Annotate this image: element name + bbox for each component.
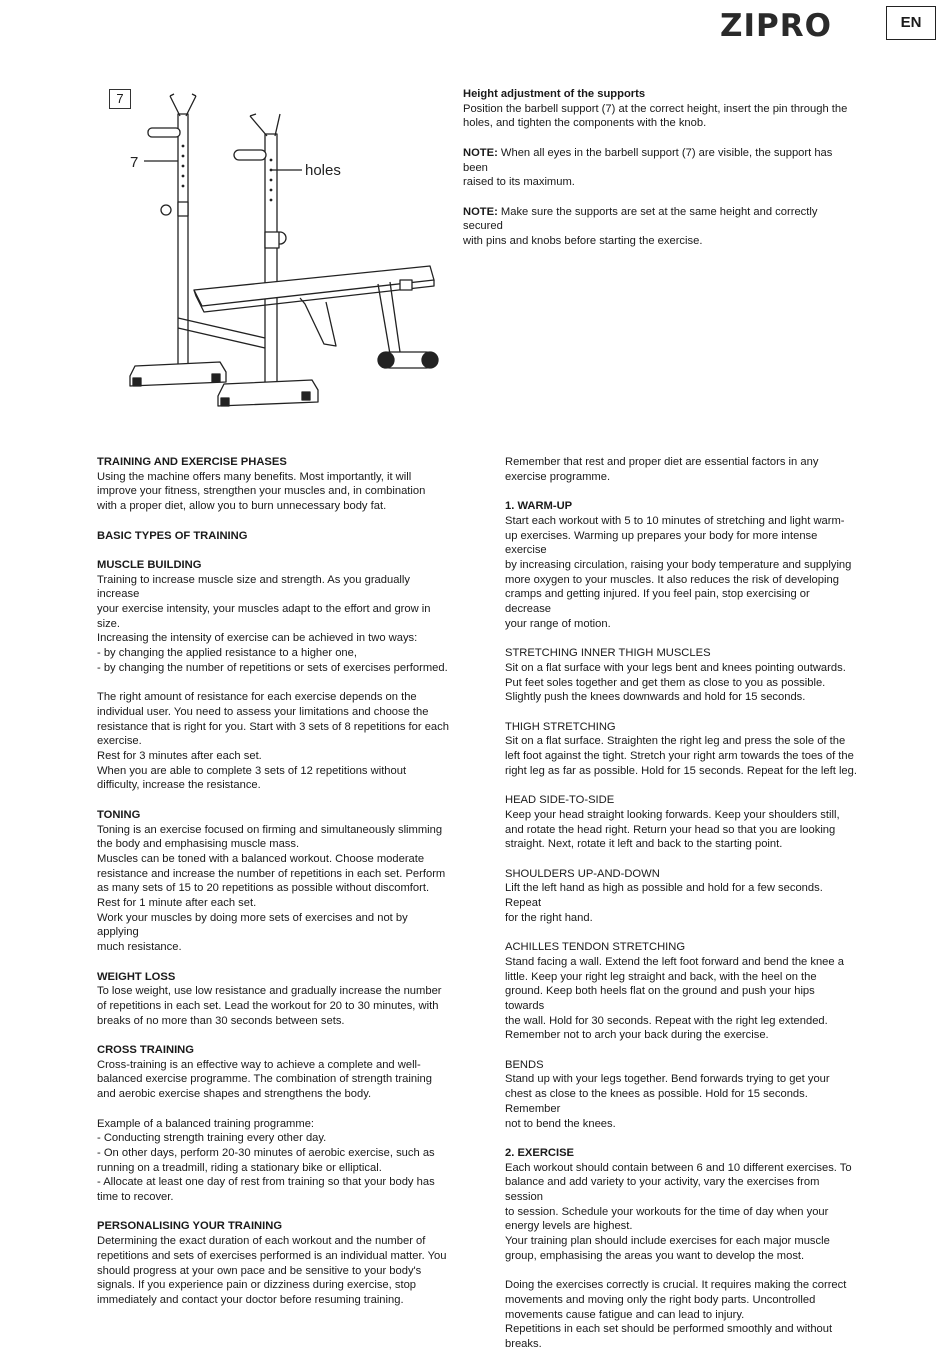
paragraph: Stand facing a wall. Extend the left foot forward and bend the knee a little. Keep your right leg straight and back, with the heel on the ground. Keep both heels flat on the ground and push your hips towards the wall. Hold for 30 seconds. Repeat with the right leg extended. Remember not to arch your back during the exercise. (505, 955, 844, 1042)
section-title: TRAINING AND EXERCISE PHASES (97, 456, 287, 468)
subsection-title: THIGH STRETCHING (505, 720, 616, 733)
note-text: Make sure the supports are set at the same height and correctly secured with pins and knobs before starting the exercise. (463, 205, 818, 247)
section-title: MUSCLE BUILDING (97, 558, 202, 571)
paragraph: The right amount of resistance for each exercise depends on the individual user. You need to assess your limitations and choose the resistance that is right for you. Start with 3 sets of 8 repetitions for each exercise. Rest for 3 minutes after each set. When you are able to complete 3 sets of 12 repetitions without difficulty, increase the resistance. (97, 691, 449, 792)
paragraph: Sit on a flat surface. Straighten the right leg and press the sole of the left foot against the tight. Stretch your right arm towards the toes of the right leg as far as possible. Hold for 15 seconds. Repeat for the left leg. (505, 735, 857, 777)
paragraph: Using the machine offers many benefits. Most importantly, it will improve your fitness, strengthen your muscles and, in combination with a proper diet, allow you to burn unnecessary body fat. (97, 470, 426, 513)
paragraph: Determining the exact duration of each workout and the number of repetitions and sets of exercises performed is an individual matter. You should progress at your own pace and be sensitive to your body's signals. If you experience pain or dizziness during exercise, stop immediately and contact your doctor before resuming training. (97, 1235, 447, 1306)
paragraph: Each workout should contain between 6 and 10 different exercises. To balance and add variety to your activity, vary the exercises from session to session. Schedule your workouts for the time of day when your energy levels are highest. Your training plan should include exercises for each major muscle group, emphasising the areas you want to develop the most. (505, 1161, 852, 1262)
right-column (505, 455, 857, 1352)
section-title: 1. WARM-UP (505, 500, 573, 513)
subsection-title: BENDS (505, 1058, 544, 1071)
note-label: NOTE: (463, 205, 498, 218)
section-title: WEIGHT LOSS (97, 970, 176, 983)
section-title: CROSS TRAINING (97, 1044, 194, 1057)
section-title: TONING (97, 808, 141, 821)
subsection-title: SHOULDERS UP-AND-DOWN (505, 867, 660, 880)
callout-holes-label: holes (305, 162, 341, 179)
subsection-title: HEAD SIDE-TO-SIDE (505, 794, 615, 807)
note-label: NOTE: (463, 146, 498, 159)
paragraph: Position the barbell support (7) at the correct height, insert the pin through the holes, and tighten the components with the knob. (463, 102, 848, 130)
paragraph: Stand up with your legs together. Bend forwards trying to get your chest as close to the knees as possible. Hold for 15 seconds. Remember not to bend the knees. (505, 1073, 830, 1130)
bench-illustration (100, 84, 450, 424)
paragraph: Start each workout with 5 to 10 minutes of stretching and light warm- up exercises. Warming up prepares your body for more intense exercise by increasing circulation, raising your body temperature and supplying more oxygen to your muscles. It also reduces the risk of developing cramps and getting injured. If you feel pain, stop exercising or decrease your range of motion. (505, 514, 852, 630)
section-title: Height adjustment of the supports (463, 88, 646, 100)
paragraph: Toning is an exercise focused on firming and simultaneously slimming the body and emphasising muscle mass. Muscles can be toned with a balanced workout. Choose moderate resistance and increase the number of repetitions in each set. Perform as many sets of 15 to 20 repetitions as possible without discomfort. Rest for 1 minute after each set. Work your muscles by doing more sets of exercises and not by applying much resistance. (97, 823, 446, 954)
section-title: BASIC TYPES OF TRAINING (97, 529, 248, 542)
paragraph: Sit on a flat surface with your legs bent and knees pointing outwards. Put feet soles together and get them as close to you as possible. Slightly push the knees downwards and hold for 15 seconds. (505, 661, 846, 704)
section-title: PERSONALISING YOUR TRAINING (97, 1220, 283, 1233)
left-column (97, 455, 451, 1308)
paragraph: Lift the left hand as high as possible and hold for a few seconds. Repeat for the right hand. (505, 882, 823, 924)
figure-number: 7 (109, 89, 131, 109)
language-badge: EN (886, 6, 936, 40)
height-adjustment-section (463, 87, 855, 249)
note-paragraph (463, 146, 855, 190)
paragraph: Cross-training is an effective way to achieve a complete and well- balanced exercise programme. The combination of strength training and aerobic exercise shapes and strengthens the body. (97, 1058, 432, 1101)
paragraph: Doing the exercises correctly is crucial. It requires making the correct movements and moving only the right body parts. Uncontrolled movements cause fatigue and can lead to injury. Repetitions in each set should be performed smoothly and without breaks. (505, 1279, 847, 1351)
note-text: When all eyes in the barbell support (7) are visible, the support has been raised to its maximum. (463, 146, 833, 189)
callout-number-label: 7 (130, 154, 139, 171)
note-paragraph (463, 205, 855, 249)
brand-logo: ZIPRO (720, 8, 832, 44)
paragraph: Training to increase muscle size and strength. As you gradually increase your exercise intensity, your muscles adapt to the effort and grow in size. Increasing the intensity of exercise can be achieved in two ways: - by changing the applied resistance to a higher one, - by changing the number of repetitions or sets of exercises performed. (97, 573, 448, 674)
paragraph: To lose weight, use low resistance and gradually increase the number of repetitions in each set. Lead the workout for 20 to 30 minutes, with breaks of no more than 30 seconds between sets. (97, 985, 442, 1027)
paragraph: Remember that rest and proper diet are essential factors in any exercise programme. (505, 456, 819, 483)
section-title: 2. EXERCISE (505, 1146, 575, 1159)
paragraph: Keep your head straight looking forwards. Keep your shoulders still, and rotate the head right. Return your head so that you are looking straight. Next, rotate it left and back to the starting point. (505, 808, 840, 851)
paragraph: Example of a balanced training programme: - Conducting strength training every other day. - On other days, perform 20-30 minutes of aerobic exercise, such as running on a treadmill, riding a stationary bike or elliptical. - Allocate at least one day of rest from training so that your body has time to recover. (97, 1117, 435, 1204)
subsection-title: ACHILLES TENDON STRETCHING (505, 941, 686, 954)
weight-bench-drawing (100, 84, 450, 424)
subsection-title: STRETCHING INNER THIGH MUSCLES (505, 647, 711, 660)
